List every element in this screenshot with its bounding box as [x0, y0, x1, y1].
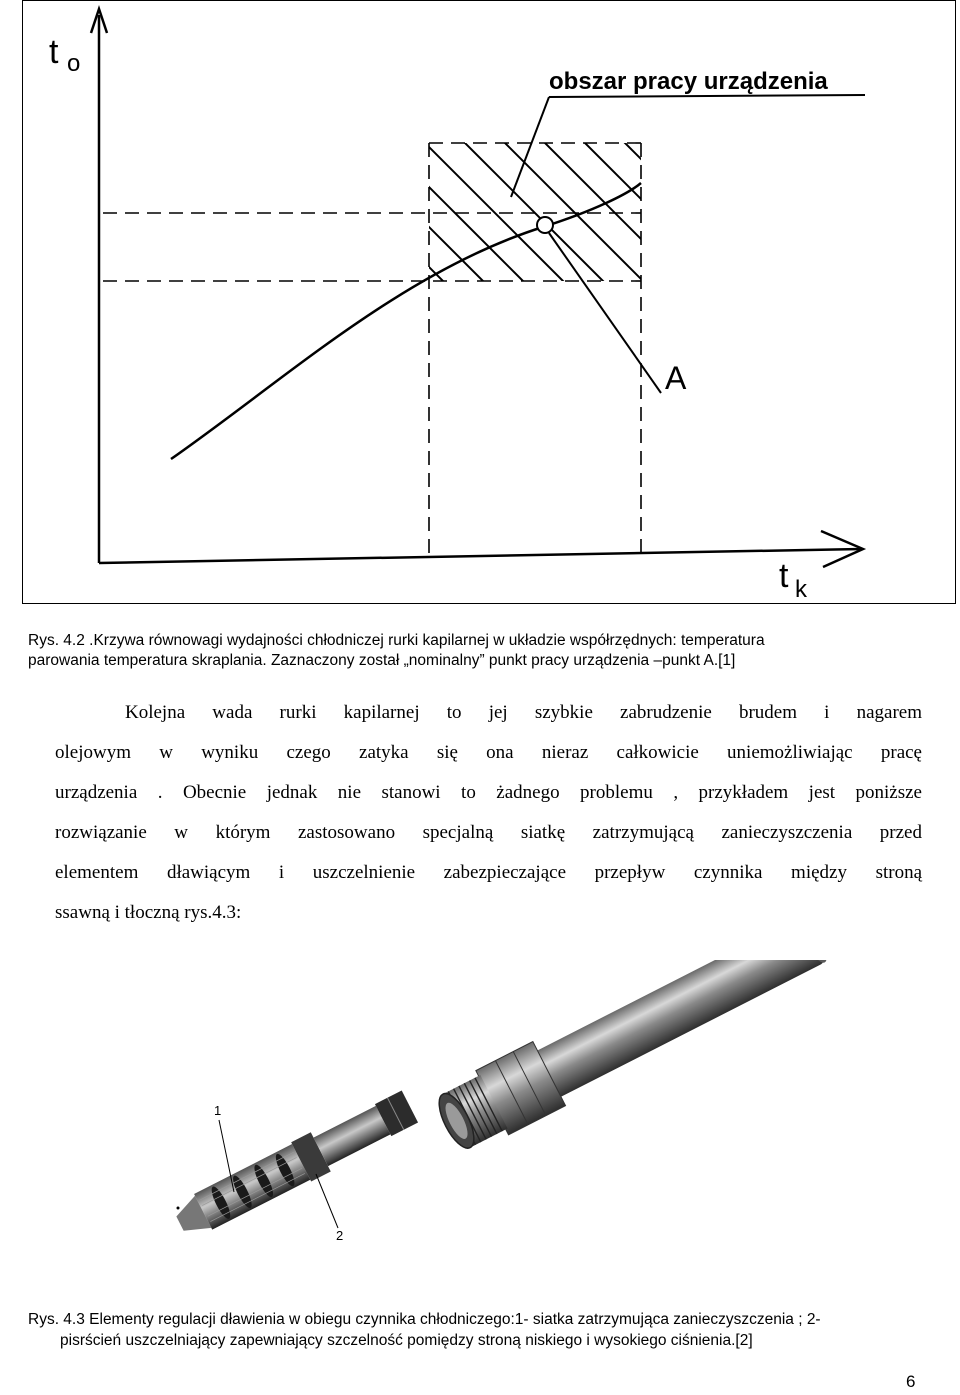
region-label: obszar pracy urządzenia [549, 68, 828, 95]
components-illustration [150, 960, 850, 1260]
x-axis-label: t [779, 557, 789, 595]
x-axis [99, 549, 861, 563]
figure-caption-2 [28, 1309, 933, 1351]
paragraph-line: ssawną i tłoczną rys.4.3: [55, 902, 242, 923]
region-label-underline [549, 95, 865, 97]
caption-1-line-2: parowania temperatura skraplania. Zaznaczony został „nominalny” punkt pracy urządzenia –punkt A.[1] [28, 652, 736, 669]
paragraph-line: olejowym w wyniku czego zatyka się ona nieraz całkowicie uniemożliwiając pracę [55, 742, 922, 763]
point-a-leader [549, 233, 661, 393]
x-axis-subscript: k [795, 576, 807, 603]
equilibrium-curve [171, 183, 641, 459]
stray-dot [177, 1207, 180, 1210]
paragraph-line: Kolejna wada rurki kapilarnej to jej szybkie zabrudzenie brudem i nagarem [125, 702, 922, 723]
caption-2-line-2: pisrścień uszczelniający zapewniający szczelność pomiędzy stroną niskiego i wysokiego ciśnienia.[2] [60, 1332, 753, 1349]
capillary-filter-element [170, 1087, 420, 1243]
component-label-2: 2 [336, 1228, 344, 1243]
hatched-area [283, 121, 783, 301]
page-number: 6 [906, 1372, 916, 1391]
body-paragraph [55, 693, 922, 933]
figure-caption-1 [28, 631, 928, 671]
figure-capillary-components [150, 960, 850, 1260]
caption-1-line-1: Rys. 4.2 .Krzywa równowagi wydajności chłodniczej rurki kapilarnej w układzie współrzędnych: temperatura [28, 632, 765, 649]
y-axis-subscript: o [67, 50, 81, 77]
equilibrium-diagram [23, 1, 957, 605]
fitting-tube [429, 960, 836, 1158]
operating-point-a [537, 217, 553, 233]
operating-region [103, 143, 641, 561]
paragraph-line: elementem dławiącym i uszczelnienie zabezpieczające przepływ czynnika między stroną [55, 862, 922, 883]
figure-equilibrium-curve [22, 0, 956, 604]
paragraph-line: urządzenia . Obecnie jednak nie stanowi to żadnego problemu , przykładem jest poniższe [55, 782, 922, 803]
y-axis-label: t [49, 33, 59, 71]
component-label-1: 1 [214, 1103, 222, 1118]
point-a-label: A [665, 360, 687, 396]
label-2-leader [316, 1174, 338, 1228]
paragraph-line: rozwiązanie w którym zastosowano specjalną siatkę zatrzymującą zanieczyszczenia przed [55, 822, 922, 843]
caption-2-line-1: Rys. 4.3 Elementy regulacji dławienia w obiegu czynnika chłodniczego:1- siatka zatrzymująca zanieczyszczenia ; 2- [28, 1311, 821, 1328]
